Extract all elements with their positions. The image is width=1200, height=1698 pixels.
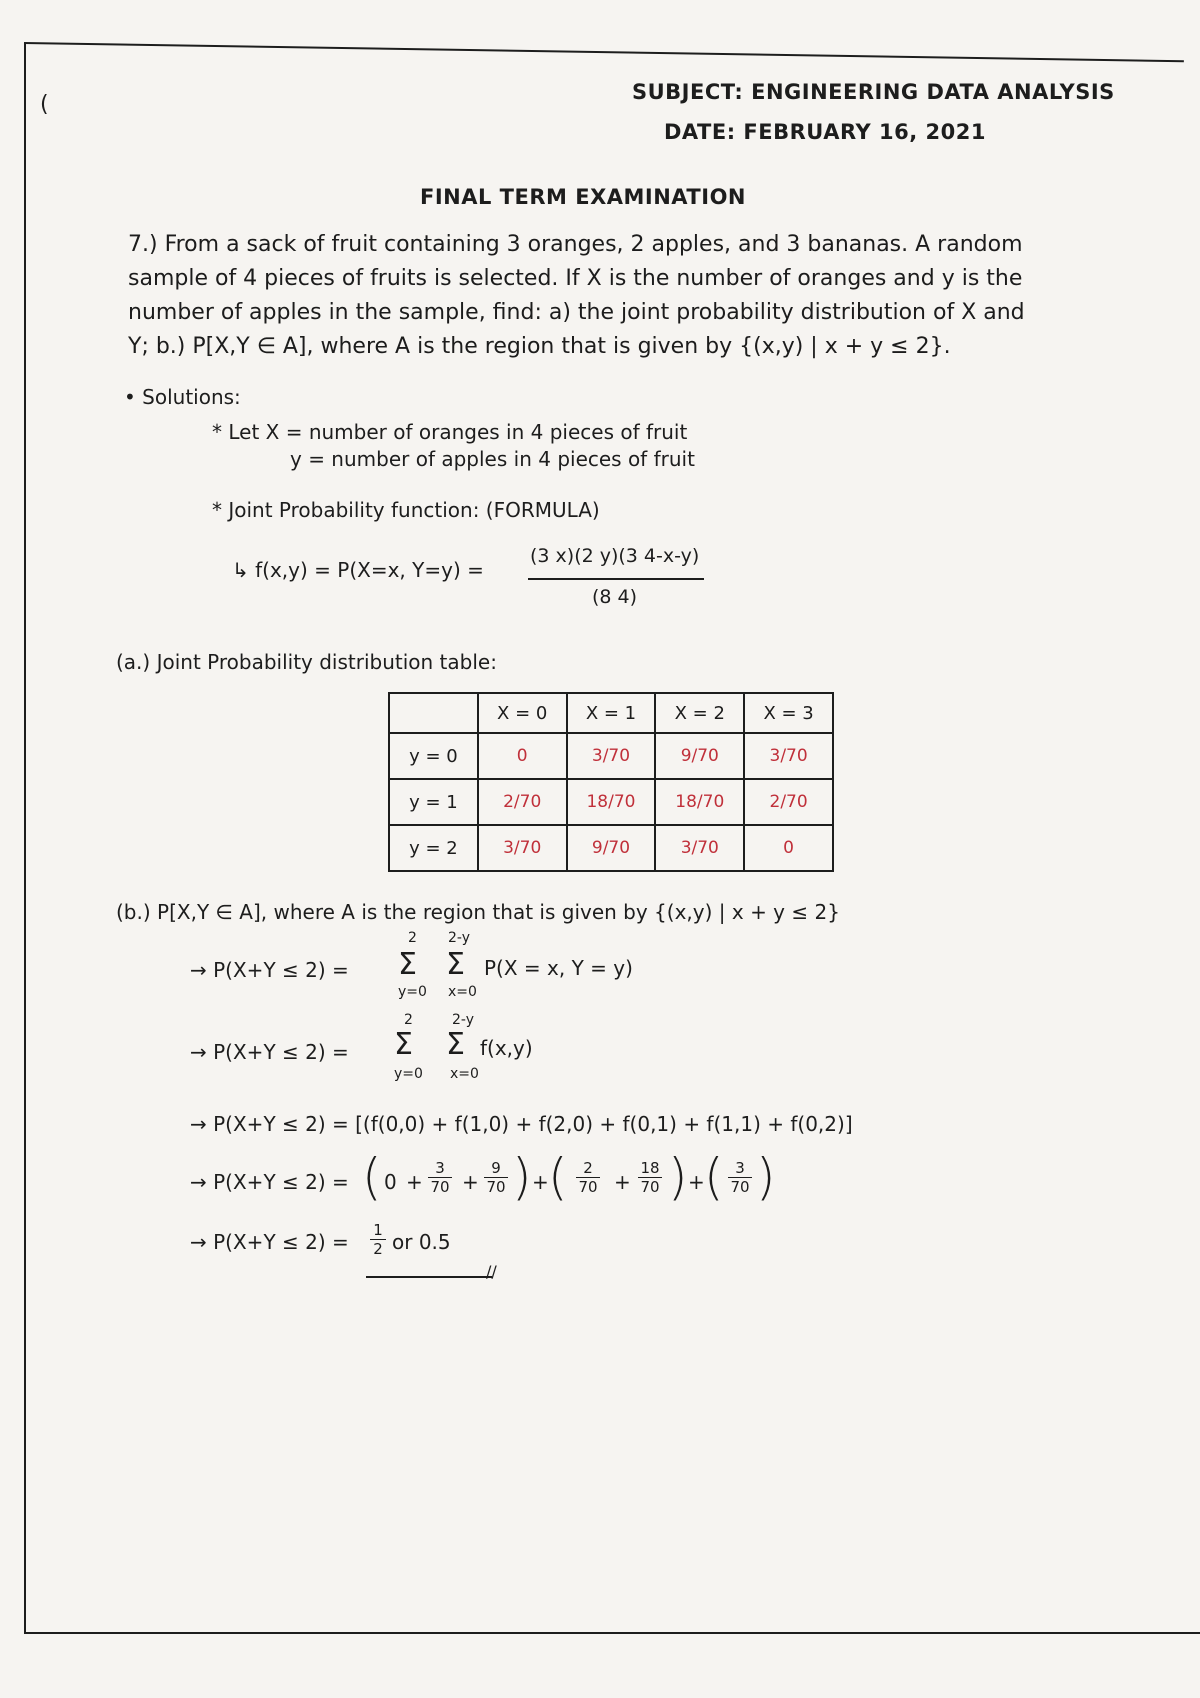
step2-rhs: f(x,y) xyxy=(480,1036,533,1060)
fraction-num: 1 xyxy=(373,1221,383,1239)
table-cell: 3/70 xyxy=(744,733,833,779)
fraction-num: 3 xyxy=(735,1159,745,1177)
formula-numerator: (3 x)(2 y)(3 4-x-y) xyxy=(530,545,700,567)
table-cell: 18/70 xyxy=(655,779,744,825)
open-paren: ( xyxy=(704,1148,724,1206)
table-header-corner xyxy=(389,693,478,733)
let-x-definition: * Let X = number of oranges in 4 pieces of fruit xyxy=(212,420,688,444)
close-paren: ) xyxy=(756,1148,776,1206)
part-a-label: (a.) Joint Probability distribution table: xyxy=(116,650,497,674)
part-b-label: (b.) P[X,Y ∈ A], where A is the region that is given by {(x,y) | x + y ≤ 2} xyxy=(116,900,840,924)
table-row xyxy=(389,825,833,871)
sum-outer-top: 2 xyxy=(408,930,417,946)
let-y-definition: y = number of apples in 4 pieces of fruit xyxy=(290,447,695,471)
step1-rhs: P(X = x, Y = y) xyxy=(484,956,633,980)
bottom-border-line xyxy=(24,1632,1200,1634)
table-header-cell: X = 2 xyxy=(655,693,744,733)
plus-sign: + xyxy=(688,1170,705,1194)
table-cell: 3/70 xyxy=(655,825,744,871)
problem-line: Y; b.) P[X,Y ∈ A], where A is the region that is given by {(x,y) | x + y ≤ 2}. xyxy=(128,334,951,359)
sigma-inner: Σ xyxy=(446,1027,465,1062)
table-row xyxy=(389,779,833,825)
answer-underline xyxy=(366,1276,492,1278)
step5-result: or 0.5 xyxy=(392,1230,451,1254)
date-line: DATE: FEBRUARY 16, 2021 xyxy=(664,120,986,144)
top-border-line xyxy=(24,42,1184,62)
fraction-2-70 xyxy=(576,1160,600,1195)
sum-inner-top: 2-y xyxy=(448,930,470,946)
fraction-num: 18 xyxy=(640,1159,660,1177)
fraction-9-70 xyxy=(484,1160,508,1195)
step2-lhs: → P(X+Y ≤ 2) = xyxy=(190,1040,349,1064)
subject-line: SUBJECT: ENGINEERING DATA ANALYSIS xyxy=(632,80,1115,104)
table-row-label: y = 1 xyxy=(389,779,478,825)
step5-lhs: → P(X+Y ≤ 2) = xyxy=(190,1230,349,1254)
left-border-line xyxy=(24,44,26,1634)
table-cell: 0 xyxy=(744,825,833,871)
sum-outer-bottom: y=0 xyxy=(394,1066,423,1082)
margin-mark: ( xyxy=(40,92,49,117)
page-title: FINAL TERM EXAMINATION xyxy=(420,185,746,209)
fraction-num: 3 xyxy=(435,1159,445,1177)
fraction-one-half xyxy=(370,1222,386,1257)
joint-probability-table xyxy=(388,692,834,872)
table-cell: 18/70 xyxy=(567,779,656,825)
problem-line: 7.) From a sack of fruit containing 3 oranges, 2 apples, and 3 bananas. A random xyxy=(128,232,1023,257)
fraction-den: 70 xyxy=(486,1178,506,1196)
step4-lhs: → P(X+Y ≤ 2) = xyxy=(190,1170,349,1194)
fraction-3-70 xyxy=(428,1160,452,1195)
close-paren: ) xyxy=(668,1148,688,1206)
fraction-den: 70 xyxy=(730,1178,750,1196)
term-zero: 0 xyxy=(384,1170,397,1194)
open-paren: ( xyxy=(362,1148,382,1206)
problem-statement xyxy=(128,228,1148,364)
joint-function-label: * Joint Probability function: (FORMULA) xyxy=(212,498,600,522)
table-header-cell: X = 0 xyxy=(478,693,567,733)
sigma-outer: Σ xyxy=(398,947,417,982)
formula-fraction-bar xyxy=(528,578,704,580)
fraction-18-70 xyxy=(638,1160,662,1195)
fraction-den: 70 xyxy=(578,1178,598,1196)
sum-outer-top: 2 xyxy=(404,1012,413,1028)
table-cell: 3/70 xyxy=(567,733,656,779)
fraction-num: 9 xyxy=(491,1159,501,1177)
sum-inner-bottom: x=0 xyxy=(450,1066,479,1082)
step3-expansion: → P(X+Y ≤ 2) = [(f(0,0) + f(1,0) + f(2,0) + f(0,1) + f(1,1) + f(0,2)] xyxy=(190,1112,853,1136)
table-cell: 9/70 xyxy=(567,825,656,871)
table-cell: 3/70 xyxy=(478,825,567,871)
table-row-label: y = 2 xyxy=(389,825,478,871)
fraction-3-70 xyxy=(728,1160,752,1195)
plus-sign: + xyxy=(614,1170,631,1194)
table-header-cell: X = 3 xyxy=(744,693,833,733)
end-mark: // xyxy=(486,1262,497,1281)
sigma-outer: Σ xyxy=(394,1027,413,1062)
fraction-num: 2 xyxy=(583,1159,593,1177)
formula-denominator: (8 4) xyxy=(592,586,638,608)
table-cell: 9/70 xyxy=(655,733,744,779)
table-header-cell: X = 1 xyxy=(567,693,656,733)
sum-inner-bottom: x=0 xyxy=(448,984,477,1000)
table-header-row xyxy=(389,693,833,733)
table-cell: 0 xyxy=(478,733,567,779)
step1-lhs: → P(X+Y ≤ 2) = xyxy=(190,958,349,982)
fraction-den: 70 xyxy=(640,1178,660,1196)
sigma-inner: Σ xyxy=(446,947,465,982)
formula-lhs: ↳ f(x,y) = P(X=x, Y=y) = xyxy=(232,558,484,582)
open-paren: ( xyxy=(548,1148,568,1206)
solutions-label: • Solutions: xyxy=(124,385,241,409)
fraction-den: 70 xyxy=(430,1178,450,1196)
plus-sign: + xyxy=(406,1170,423,1194)
table-cell: 2/70 xyxy=(478,779,567,825)
problem-line: number of apples in the sample, find: a) the joint probability distribution of X and xyxy=(128,300,1025,325)
plus-sign: + xyxy=(532,1170,549,1194)
table-row-label: y = 0 xyxy=(389,733,478,779)
sum-outer-bottom: y=0 xyxy=(398,984,427,1000)
fraction-den: 2 xyxy=(373,1240,383,1258)
table-cell: 2/70 xyxy=(744,779,833,825)
close-paren: ) xyxy=(512,1148,532,1206)
table-row xyxy=(389,733,833,779)
plus-sign: + xyxy=(462,1170,479,1194)
problem-line: sample of 4 pieces of fruits is selected. If X is the number of oranges and y is the xyxy=(128,266,1023,291)
sum-inner-top: 2-y xyxy=(452,1012,474,1028)
